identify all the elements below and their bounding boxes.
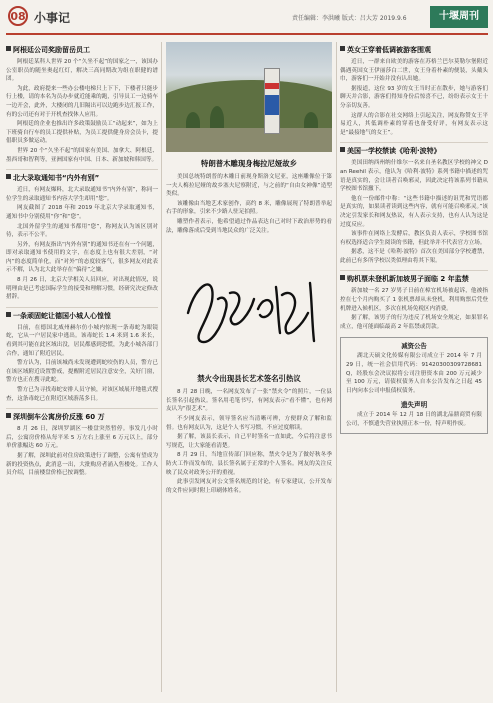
editor-meta: 责任编辑：李洪曦 版式：吕大芳 2019.9.6 — [292, 15, 407, 22]
section-title: 小事记 — [34, 11, 71, 25]
column-right — [340, 42, 488, 434]
article-paragraph: 据了解，深圳此前对住房政策进行了调整，公寓有望成为新的投资热点，此消息一出，大批购房者涌入售楼处。工作人员介绍，目前楼盘价格已按调整。 — [6, 452, 158, 477]
article-paragraph: 为此，政府提来一些办公楼电梯只上下下，下楼者只能步行上楼，请的本名为员办步就近能乘的跑，引导员工一边骑车一边开会，此外，大楼闭的几旧隔出可以边跑步边汇报工作，有的公司还有对于开机查找休人应用。 — [6, 85, 158, 118]
article-paragraph: 据悉，这不是《哈利·波特》首次在美国部分学校遭禁，此前已有多所学校以类似理由将其下架。 — [340, 249, 488, 264]
photo-ground — [166, 128, 332, 152]
article-paragraph: 据报道，这位 93 岁的女王当时正在散步，她与游客们聊天并合影，游客们得知身份后惊喜不已，纷纷表示女王十分亲切友善。 — [340, 85, 488, 109]
article-headline — [6, 46, 158, 55]
article-paragraph: 该事件在网络上发酵后，教区负责人表示，学校图书馆有权选择适合学生阅读的书籍，但此举并不代表官方立场。 — [340, 231, 488, 246]
article-paragraph: 北国外留学生的通知书都用“您”，称网友认为该区别对待，表示不公平。 — [6, 223, 158, 239]
article-headline — [6, 413, 158, 422]
article-paragraph: 世界 20 个“久坐不起”的国家有美国、加拿大、阿根廷、墨西哥和智利等，亚洲国家有中国、日本、新加坡和韩国等。 — [6, 147, 158, 163]
article-paragraph: 该雕像由当地艺术家创作，高约 8 米，雕像展现了特朗普举起右手的形象，引来不少路人驻足拍照。 — [166, 200, 332, 216]
photo-article-body — [166, 173, 332, 235]
page-header — [0, 0, 493, 34]
bullet-icon — [340, 46, 345, 51]
sculpture-photo — [166, 42, 332, 152]
article-headline — [6, 174, 158, 183]
lost-title: 遗失声明 — [400, 401, 428, 410]
article-divider — [6, 169, 158, 170]
column-center — [166, 42, 332, 496]
article-title: 英女王穿着低调被游客围观 — [347, 46, 431, 54]
article-paragraph: 阿根廷的企业也推出许多政策鼓励员工“动起来”，如为上下班骑自行车的员工提供补贴，为员工提供健身房会员卡，提倡职员多做运动。 — [6, 121, 158, 145]
article-paragraph: 8 月 29 日，当地宣传部门回应称，禁火令是为了做好秋冬季防火工作而发布的，县长签名属于正常的个人签名。网友的关注反映了民众对政务公开的重视。 — [166, 452, 332, 476]
page-number-badge: 08 — [8, 6, 28, 26]
bullet-icon — [6, 46, 11, 51]
article-paragraph: 8 月 26 日，深圳罗湖区一楼盘突然暂停。事发几小时后，公寓房价格从每平米 5 万左右上涨至 6 万元以上，部分单价涨幅达 60 万元。 — [6, 426, 158, 450]
bullet-icon — [340, 147, 345, 152]
bullet-icon — [6, 312, 11, 317]
article-divider — [340, 270, 488, 271]
article-title: 美国一学校禁读《哈利·波特》 — [347, 147, 441, 156]
article-paragraph: 据了解，该男子的行为违反了机场安全规定，如果罪名成立，他可能面临最高 2 年监禁或罚款。 — [340, 315, 488, 330]
column-divider — [161, 42, 162, 692]
brand-logo: 十堰周刊 — [430, 6, 488, 28]
column-divider — [336, 42, 337, 692]
article-paragraph: 网友截图了 2018 年和 2019 年北京大学录取通知书，通知书中分别使用“你”和“您”。 — [6, 205, 158, 220]
article-paragraph: 目前，在德国北威州赫尔仿小城内惊现一条毒蛇为眼镜蛇，它从一户居民家中逃出。该毒蛇长 1.4 米到 1.6 米长，看到其可能在此区域出没，居民都感到恐慌，为此小城各部门合作，通知了附近居民。 — [6, 324, 158, 357]
article-divider — [6, 408, 158, 409]
article-paragraph: 警方已为寻找毒蛇安排人员守候，对该区域展开地毯式搜查，这条毒蛇已在附近区域游荡多日。 — [6, 387, 158, 402]
article-title: 购机票未登机新加坡男子面临 2 年监禁 — [347, 275, 469, 284]
header-rule — [6, 33, 488, 35]
article-paragraph: 警方认为，目前该城尚未发现遭到蛇咬伤的人员，警方已在该区域附近设置警戒，提醒附近居民注意安全，关好门窗，警方也正在搜寻此蛇。 — [6, 360, 158, 384]
article-paragraph: 雕塑作者表示，他希望通过作品表达自己对时下政治形势的看法，雕像落成后受到当地民众的广泛关注。 — [166, 218, 332, 234]
article-paragraph: 新加坡一名 27 岁男子日前在樟宜机场被起诉，他被指控在七个月内购买了 1 张机票却从未登机，利用购票后凭登机牌进入候机区，多次在机场免税区内消费。 — [340, 288, 488, 312]
article-paragraph: 另外，有网友指出“内外有别”的通知书还在有一个问题，即对录取通知书使用的文字，在态度上也有很大差别，“对内”的态度简单化，而“对外”的态度较客气，很多网友对此表示不解，认为北大此举存在“偏待”之嫌。 — [6, 241, 158, 274]
wooden-statue — [264, 68, 280, 134]
article-paragraph: 近日，一群来自欧美的游客在苏格兰巴尔莫勒尔堡附近偶遇英国女王伊丽莎白二世，女王身着朴素的便装，头戴头巾，游客们一开始并没有认出她。 — [340, 59, 488, 83]
article-paragraph: 美国田纳西州纳什维尔一名来自圣名教区学校的神父 Dan Reehil 表示，他认为《哈利·波特》系列书籍中描述的咒语是真实的，会让读者召唤邪灵，因此决定将该系列书籍从学校图书馆撤下。 — [340, 160, 488, 193]
notice-title: 减资公告 — [401, 342, 427, 351]
article-title: 一条顽固蛇让德国小城人心惶惶 — [13, 311, 111, 320]
article-headline — [340, 275, 488, 284]
article-paragraph: 8 月 28 日晚，一名网友发布了一张“禁火令”的照片，一位县长签名引起热议。签名用毛笔书写，有网友表示“看不懂”，也有网友认为“很艺术”。 — [166, 389, 332, 413]
article-headline — [6, 312, 158, 321]
article-paragraph: 近日，有网友爆料，北大录取通知书“内外有别”，称同一位学生的录取通知书内容大学生却用“您”。 — [6, 187, 158, 202]
signature-image — [166, 243, 332, 367]
signature-article-body — [166, 388, 332, 495]
notice-text: 湖北天硕文化传媒有限公司成立于 2014 年 7 月 29 日，统一社会信用代码：91420300309728681Q，经股东会决议拟将公司注册资本由 200 万元减少至 100 万元，请债权债务人自本公告发布之日起 45 日内向本公司申报债权债务。 — [346, 353, 482, 394]
article-paragraph: 此事引发网友对公文签名规范的讨论，有专家建议，公开发布的文件应同时附上印刷体姓名。 — [166, 479, 332, 494]
statue-tie — [265, 83, 279, 89]
article-paragraph: 8 月 26 日，北京大学相关人员回应，对出现此情况，说明理由是已考虑国际学生的接受和理解习惯，经研究决定修改措辞。 — [6, 277, 158, 301]
article-divider — [340, 142, 488, 143]
article-title: 北大录取通知书“内外有别” — [13, 174, 100, 183]
article-paragraph: 他在一份邮件中称：“这些书籍中描述的诅咒和咒语都是真实的，如果读者读到这些内容，就有可能召唤邪灵。”该决定引发家长和网友热议，有人表示支持，也有人认为这是过度反应。 — [340, 195, 488, 228]
signature-scribble — [166, 243, 332, 367]
article-paragraph: 据了解，该县长表示，自己平时签名一直如此，今后将注意书写规范，让大家能看清楚。 — [166, 434, 332, 449]
photo-headline: 特朗普木雕现身梅拉尼娅故乡 — [200, 159, 298, 168]
column-left — [6, 42, 158, 479]
bullet-icon — [6, 413, 11, 418]
article-paragraph: 美国总统特朗普的木雕日前现身斯洛文尼亚，这座雕像位于第一夫人梅拉尼娅的故乡塞夫尼察附近，与之前的“自由女神像”造型类似。 — [166, 174, 332, 198]
article-divider — [6, 307, 158, 308]
statue-suit — [265, 95, 279, 115]
article-paragraph: 阿根廷某科人世界 20 个“久坐不起”的国家之一，该国办公室职员的随坐奥起红灯，解决三高同期改为组在职健的谱团。 — [6, 59, 158, 83]
signature-headline: 禁火令出现县长艺术签名引热议 — [197, 374, 301, 384]
article-title: 深圳倒车公寓房价反涨 60 万 — [13, 413, 105, 422]
lost-text: 成立于 2014 年 12 月 18 日的湖北品鼎商贸有限公司，不慎遗失营业执照正本一份，特声明作废。 — [346, 412, 482, 427]
article-title: 阿根廷公司奖励留岳员工 — [13, 46, 90, 54]
article-headline — [340, 46, 488, 55]
bullet-icon — [6, 174, 11, 179]
notice-box — [340, 337, 488, 433]
article-headline — [340, 147, 488, 156]
article-paragraph: 这群人的合影在社交网络上引起关注，网友称赞女王平易近人，其低调朴素的穿着也备受好评，有网友表示这是“最接地气的女王”。 — [340, 112, 488, 136]
bullet-icon — [340, 275, 345, 280]
article-paragraph: 不少网友表示，领导签名应当清晰可辨，方便群众了解和监督。也有网友认为，这是个人书写习惯，不应过度解读。 — [166, 415, 332, 431]
